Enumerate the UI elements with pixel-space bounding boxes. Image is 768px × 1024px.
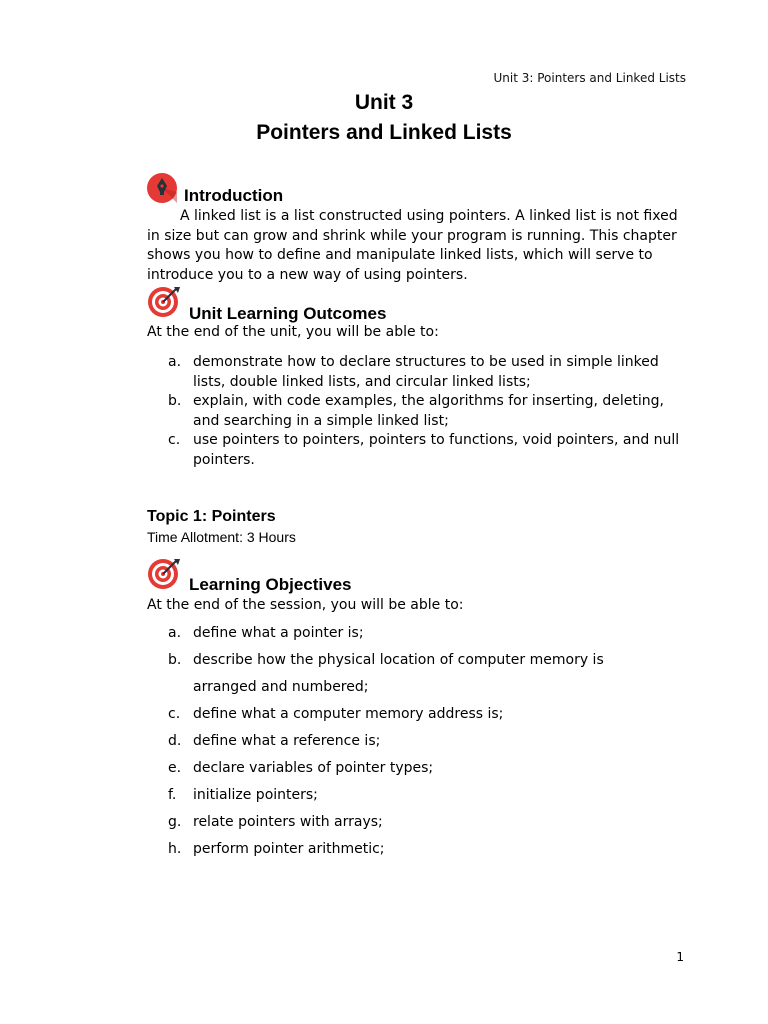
list-item-text: perform pointer arithmetic; (193, 841, 385, 857)
list-item-text: define what a reference is; (193, 733, 381, 749)
learning-objectives-list (168, 620, 638, 863)
list-item-text: demonstrate how to declare structures to be used in simple linked lists, double linked lists, and circular linked lists; (193, 354, 659, 390)
list-item-text: explain, with code examples, the algorithms for inserting, deleting, and searching in a simple linked list; (193, 393, 664, 429)
list-item-text: describe how the physical location of computer memory is arranged and numbered; (193, 652, 604, 695)
list-item-text: declare variables of pointer types; (193, 760, 434, 776)
unit-outcomes-list (168, 353, 688, 470)
introduction-paragraph: A linked list is a list constructed using pointers. A linked list is not fixed in size but can grow and shrink while your program is running. This chapter shows you how to define and manipulate linked lists, which will serve to introduce you to a new way of using pointers. (147, 208, 678, 283)
list-marker: a. (168, 354, 182, 370)
list-marker: f. (168, 787, 177, 803)
list-marker: e. (168, 760, 182, 776)
list-marker: d. (168, 733, 182, 749)
list-marker: b. (168, 393, 182, 409)
list-item-text: define what a pointer is; (193, 625, 364, 641)
list-marker: a. (168, 625, 182, 641)
list-marker: c. (168, 706, 181, 722)
list-item (168, 782, 638, 809)
list-marker: c. (168, 432, 181, 448)
unit-outcomes-lead: At the end of the unit, you will be able to: (147, 324, 439, 340)
list-item-text: relate pointers with arrays; (193, 814, 383, 830)
list-marker: g. (168, 814, 182, 830)
unit-title: Pointers and Linked Lists (256, 121, 512, 144)
list-item-text: use pointers to pointers, pointers to functions, void pointers, and null pointers. (193, 432, 680, 468)
list-item (168, 647, 638, 701)
list-item (168, 392, 688, 431)
list-item-text: define what a computer memory address is; (193, 706, 504, 722)
pen-badge-icon (146, 172, 180, 210)
list-item (168, 728, 638, 755)
introduction-heading: Introduction (184, 186, 284, 205)
learning-objectives-lead: At the end of the session, you will be able to: (147, 597, 464, 613)
learning-objectives-heading: Learning Objectives (189, 575, 352, 594)
list-marker: h. (168, 841, 182, 857)
list-item (168, 620, 638, 647)
list-item (168, 755, 638, 782)
topic-heading: Topic 1: Pointers (147, 508, 276, 525)
running-header: Unit 3: Pointers and Linked Lists (493, 71, 686, 85)
list-item (168, 809, 638, 836)
list-item-text: initialize pointers; (193, 787, 318, 803)
time-allotment: Time Allotment: 3 Hours (147, 529, 296, 545)
list-item (168, 431, 688, 470)
target-icon (147, 556, 181, 594)
list-item (168, 353, 688, 392)
list-item (168, 836, 638, 863)
list-item (168, 701, 638, 728)
page-number: 1 (676, 950, 684, 964)
target-icon (147, 284, 181, 322)
list-marker: b. (168, 652, 182, 668)
unit-number-title: Unit 3 (354, 91, 414, 114)
unit-outcomes-heading: Unit Learning Outcomes (189, 304, 387, 323)
